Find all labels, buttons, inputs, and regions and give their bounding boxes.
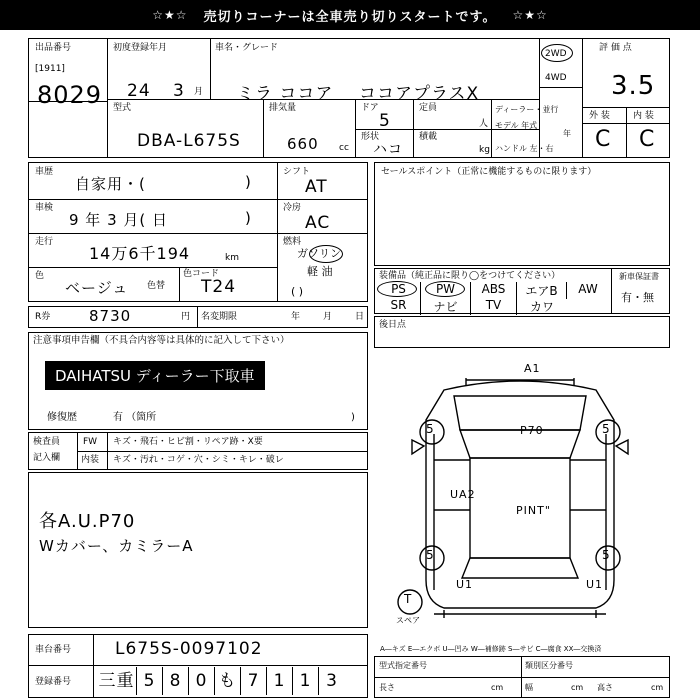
lot-number: 8029: [37, 81, 103, 109]
door-value: 5: [379, 111, 391, 131]
ext-label: 外 装: [589, 111, 610, 121]
score-value: 3.5: [611, 71, 656, 101]
shape-value: ハコ: [373, 142, 403, 158]
equipment-block: [374, 268, 670, 314]
diagram-left-mark: UA2: [450, 488, 476, 501]
spec-cell1: 型式指定番号: [379, 661, 427, 670]
chassis-plate-block: [28, 634, 368, 698]
plate-num-3: 1: [293, 667, 319, 695]
equip-leather: カワ: [529, 300, 554, 314]
ac-value: AC: [305, 213, 331, 233]
plate-region: 三重: [97, 667, 137, 695]
history-close: ): [245, 173, 252, 191]
color-code-value: T24: [201, 277, 237, 297]
fuel-label: 燃料: [283, 237, 302, 247]
hw-note-line2: Wカバー、カミラーA: [39, 537, 194, 555]
plate-num-4: 3: [326, 671, 338, 691]
grade-label: 評 価 点: [599, 43, 632, 53]
year-unit: 年: [563, 129, 571, 138]
model-year-label: モデル 年式: [495, 121, 538, 130]
later-block: [374, 316, 670, 348]
displacement-label: 排気量: [269, 103, 297, 113]
cc-unit: cc: [339, 143, 349, 153]
lot-label: 出品番号: [35, 43, 72, 53]
handle-label: ハンドル 左・右: [495, 144, 554, 153]
equip-ps: PS: [377, 282, 421, 299]
person-unit: 人: [479, 119, 489, 129]
reg-date-label: 初度登録年月: [113, 43, 168, 53]
mileage-label: 走行: [35, 237, 54, 247]
banner-text: 売切りコーナーは全車売り切りスタートです。: [203, 9, 497, 25]
color-change-label: 色替: [147, 281, 166, 291]
equip-aw: AW: [578, 282, 598, 296]
handwritten-notes-block: [28, 472, 368, 628]
tire-mark-fl: 5: [426, 422, 435, 436]
chassis-value: L675S-0097102: [115, 639, 263, 659]
lot-code: [1911]: [35, 64, 65, 74]
repair-label: 修復歴: [47, 412, 77, 423]
plate-number: [97, 667, 345, 695]
damage-legend: A―キズ E―エクボ U―凹み W―補修跡 S―サビ C―腐食 XX―交換済: [380, 645, 602, 653]
inspection-value: 9 年 3 月( 日: [69, 211, 169, 229]
hw-note-line1: 各A.U.P70: [39, 511, 136, 532]
entry-label: 記入欄: [33, 453, 61, 463]
recycle-row: [28, 306, 368, 328]
spec-box: [374, 656, 670, 698]
shift-label: シフト: [283, 167, 311, 177]
history-label: 車歴: [35, 167, 54, 177]
period-label: 名変期限: [201, 312, 238, 322]
yen-unit: 円: [181, 312, 191, 322]
equipment-label: 装備品（純正品に限り◯をつけてください）: [379, 271, 561, 281]
drive-2wd: 2WD: [545, 49, 567, 59]
equip-navi: ナビ: [421, 298, 471, 315]
model-label: 型式: [113, 103, 132, 113]
reg-year: 24: [127, 81, 151, 101]
equip-tv: TV: [471, 298, 517, 315]
recycle-value: 8730: [89, 307, 132, 325]
repair-value: 有 （箇所: [113, 412, 157, 423]
interior-items: キズ・汚れ・コゲ・穴・シミ・キレ・破レ: [113, 455, 284, 465]
equip-abs: ABS: [471, 282, 517, 299]
equip-sr: SR: [377, 298, 421, 315]
plate-class-1: 5: [137, 667, 163, 695]
color-value: ベージュ: [65, 279, 129, 297]
plate-class-2: 8: [163, 667, 189, 695]
dealer-badge: DAIHATSU ディーラー下取車: [45, 361, 265, 390]
fw-items: キズ・飛石・ヒビ割・リペア跡・X要: [113, 437, 263, 447]
spare-label: スペア: [396, 616, 420, 625]
sales-point-block: [374, 162, 670, 266]
car-grade: ココアプラスX: [359, 84, 480, 104]
ext-grade: C: [595, 127, 612, 152]
recycle-label: R券: [35, 312, 51, 322]
fuel-gas: ガソリン: [297, 247, 341, 260]
car-outline-svg: [374, 350, 670, 630]
shift-value: AT: [305, 177, 328, 197]
notes-block: [28, 332, 368, 430]
spec-cell5: 高さ: [597, 683, 613, 692]
spec-cm3: cm: [651, 683, 664, 692]
diagram-center-mark: PINT": [516, 504, 551, 517]
history-block: [28, 162, 368, 302]
fuel-paren: ( ): [291, 285, 304, 298]
fw-label: FW: [83, 437, 98, 447]
spec-cell4: 幅: [525, 683, 533, 692]
diagram-rear-right-mark: U1: [586, 578, 604, 591]
km-unit: km: [225, 253, 239, 263]
inspector-label: 検査員: [33, 437, 61, 447]
header-block: [28, 38, 670, 158]
inspection-label: 車検: [35, 203, 54, 213]
equip-pw: PW: [421, 282, 471, 299]
banner-stars-right: ☆★☆: [512, 8, 548, 22]
inspector-block: [28, 432, 368, 470]
model-value: DBA-L675S: [137, 131, 241, 151]
diagram-rear-left-mark: U1: [456, 578, 474, 591]
repair-close: ): [351, 412, 355, 423]
reg-month: 3: [173, 81, 185, 101]
period-month: 月: [323, 312, 333, 322]
later-label: 後日点: [379, 320, 407, 330]
int-grade: C: [639, 127, 656, 152]
plate-num-2: 1: [267, 667, 293, 695]
warranty-value: 有・無: [621, 291, 654, 304]
period-day: 日: [355, 312, 365, 322]
ac-label: 冷房: [283, 203, 302, 213]
fuel-diesel: 軽 油: [307, 265, 333, 278]
shape-label: 形状: [361, 132, 380, 142]
tire-mark-rr: 5: [602, 548, 611, 562]
chassis-label: 車台番号: [35, 645, 72, 655]
car-diagram: [374, 350, 670, 630]
equip-airbag: エアB: [517, 282, 567, 299]
load-label: 積載: [419, 132, 438, 142]
int-label: 内 装: [633, 111, 654, 121]
color-code-label: 色コード: [183, 269, 220, 279]
displacement-value: 660: [287, 135, 319, 153]
plate-kana: も: [215, 667, 241, 695]
notes-label: 注意事項申告欄（不具合内容等は具体的に記入して下さい）: [33, 335, 290, 346]
spec-cell2: 類別区分番号: [525, 661, 573, 670]
reg-month-unit: 月: [194, 87, 204, 97]
plate-num-1: 7: [241, 667, 267, 695]
door-label: ドア: [361, 103, 379, 113]
spec-cell3: 長さ: [379, 683, 395, 692]
mileage-value: 14万6千194: [89, 244, 191, 263]
spec-cm1: cm: [491, 683, 504, 692]
inspection-close: ): [245, 209, 252, 227]
spec-cm2: cm: [571, 683, 584, 692]
plate-label: 登録番号: [35, 677, 72, 687]
warranty-label: 新車保証書: [619, 272, 659, 281]
history-value: 自家用・(: [75, 175, 146, 193]
dealer-label: ディーラー・並行: [495, 105, 559, 114]
diagram-front-mark: A1: [524, 362, 541, 375]
car-name-label: 車名・グレード: [215, 43, 279, 53]
tire-mark-fr: 5: [602, 422, 611, 436]
interior-label: 内装: [81, 455, 100, 465]
tire-mark-rl: 5: [426, 548, 435, 562]
drive-4wd: 4WD: [545, 73, 567, 83]
car-name: ミラ ココア: [237, 84, 334, 104]
period-year: 年: [291, 312, 301, 322]
capacity-label: 定員: [419, 103, 438, 113]
sales-point-label: セールスポイント（正常に機能するものに限ります）: [381, 167, 597, 177]
color-label: 色: [35, 271, 45, 281]
plate-class-3: 0: [189, 667, 215, 695]
diagram-roof-mark: P70: [520, 424, 544, 437]
spare-mark: T: [404, 592, 413, 606]
banner-stars-left: ☆★☆: [152, 8, 188, 22]
kg-unit: kg: [479, 145, 490, 155]
top-banner: [0, 0, 700, 30]
